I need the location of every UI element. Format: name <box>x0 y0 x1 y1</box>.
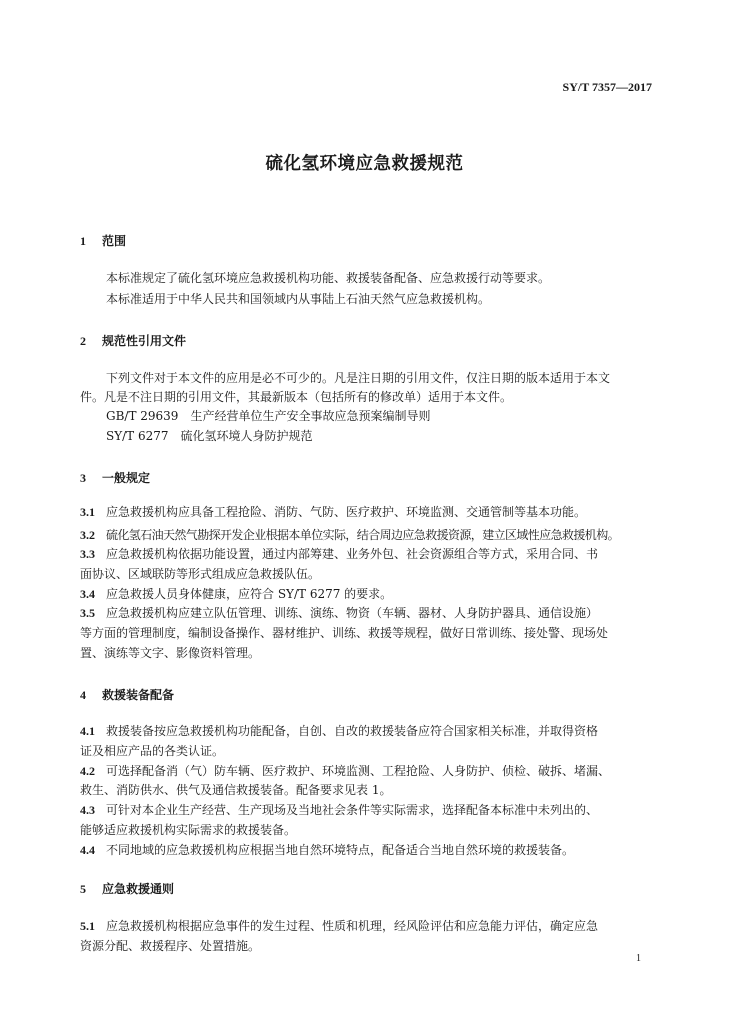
section-number: 1 <box>80 234 86 248</box>
clause-4-4 <box>80 842 574 858</box>
section-number: 2 <box>80 334 86 348</box>
paragraph-line: 件。凡是不注日期的引用文件，其最新版本（包括所有的修改单）适用于本文件。 <box>80 390 513 404</box>
clause-number: 3.3 <box>80 547 95 561</box>
clause-number: 3.1 <box>80 505 95 519</box>
clause-4-1 <box>80 723 598 739</box>
clause-4-3 <box>80 802 598 818</box>
clause-text: 可选择配备消（气）防车辆、医疗救护、环境监测、工程抢险、人身防护、侦检、破拆、堵漏、 <box>106 764 611 778</box>
clause-number: 3.5 <box>80 606 95 620</box>
clause-3-5 <box>80 605 598 621</box>
section-title: 规范性引用文件 <box>102 334 187 348</box>
reference-item: GB/T 29639 生产经营单位生产安全事故应急预案编制导则 <box>106 409 431 423</box>
section-3-heading <box>80 469 150 486</box>
paragraph-line: 本标准适用于中华人民共和国领域内从事陆上石油天然气应急救援机构。 <box>106 292 491 306</box>
section-4-heading <box>80 686 174 703</box>
clause-text: 可针对本企业生产经营、生产现场及当地社会条件等实际需求，选择配备本标准中未列出的、 <box>106 803 599 817</box>
clause-text: 应急救援人员身体健康，应符合 SY/T 6277 的要求。 <box>106 587 393 601</box>
section-title: 范围 <box>102 234 127 248</box>
clause-3-1 <box>80 504 586 520</box>
clause-number: 4.3 <box>80 803 95 817</box>
section-title: 应急救援通则 <box>102 882 175 896</box>
clause-3-4 <box>80 586 392 602</box>
section-1-heading <box>80 232 126 249</box>
paragraph-line: 证及相应产品的各类认证。 <box>80 744 225 758</box>
clause-text: 应急救援机构应具备工程抢险、消防、气防、医疗救护、环境监测、交通管制等基本功能。 <box>106 505 587 519</box>
section-number: 5 <box>80 882 86 896</box>
reference-item: SY/T 6277 硫化氢环境人身防护规范 <box>106 429 313 443</box>
clause-text: 救援装备按应急救援机构功能配备，自创、自改的救援装备应符合国家相关标准，并取得资格 <box>106 724 599 738</box>
clause-3-2 <box>80 527 619 543</box>
clause-4-2 <box>80 763 610 779</box>
paragraph-line: 救生、消防供水、供气及通信救援装备。配备要求见表 1。 <box>80 783 392 797</box>
section-2-heading <box>80 332 186 349</box>
section-number: 3 <box>80 471 86 485</box>
page-number: 1 <box>636 953 641 964</box>
paragraph-line: 资源分配、救援程序、处置措施。 <box>80 939 261 953</box>
section-number: 4 <box>80 688 86 702</box>
document-title: 硫化氢环境应急救援规范 <box>265 154 464 174</box>
paragraph-line: 下列文件对于本文件的应用是必不可少的。凡是注日期的引用文件，仅注日期的版本适用于本文 <box>106 371 611 385</box>
section-title: 一般规定 <box>102 471 151 485</box>
section-5-heading <box>80 880 174 897</box>
clause-number: 4.2 <box>80 764 95 778</box>
standard-number: SY/T 7357—2017 <box>562 80 652 94</box>
clause-text: 应急救援机构依据功能设置，通过内部筹建、业务外包、社会资源组合等方式，采用合同、书 <box>106 547 599 561</box>
clause-number: 3.4 <box>80 587 95 601</box>
clause-text: 硫化氢石油天然气勘探开发企业根据本单位实际，结合周边应急救援资源，建立区域性应急救援机构。 <box>106 528 620 542</box>
paragraph-line: 能够适应救援机构实际需求的救援装备。 <box>80 823 297 837</box>
clause-number: 3.2 <box>80 528 95 542</box>
clause-number: 4.1 <box>80 724 95 738</box>
section-title: 救援装备配备 <box>102 688 175 702</box>
clause-text: 应急救援机构根据应急事件的发生过程、性质和机理，经风险评估和应急能力评估，确定应急 <box>106 919 599 933</box>
clause-5-1 <box>80 918 598 934</box>
paragraph-line: 等方面的管理制度，编制设备操作、器材维护、训练、救援等规程，做好日常训练、接处警、现场处 <box>80 626 609 640</box>
clause-number: 5.1 <box>80 919 95 933</box>
clause-3-3 <box>80 546 598 562</box>
paragraph-line: 面协议、区域联防等形式组成应急救援队伍。 <box>80 567 321 581</box>
clause-text: 不同地域的应急救援机构应根据当地自然环境特点，配备适合当地自然环境的救援装备。 <box>106 843 575 857</box>
clause-number: 4.4 <box>80 843 95 857</box>
paragraph-line: 本标准规定了硫化氢环境应急救援机构功能、救援装备配备、应急救援行动等要求。 <box>106 271 551 285</box>
clause-text: 应急救援机构应建立队伍管理、训练、演练、物资（车辆、器材、人身防护器具、通信设施） <box>106 606 599 620</box>
paragraph-line: 置、演练等文字、影像资料管理。 <box>80 646 261 660</box>
